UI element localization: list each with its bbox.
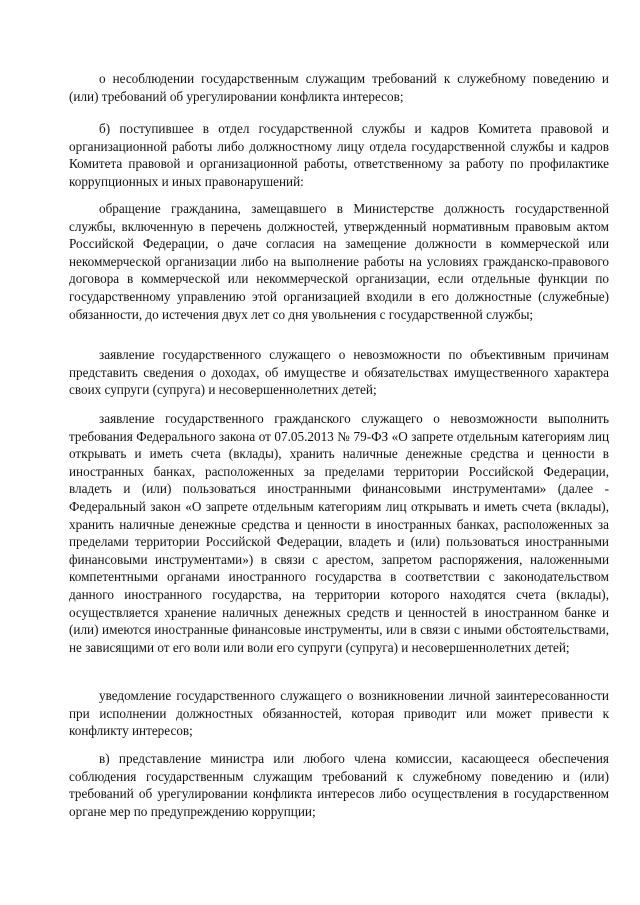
paragraph-income-statement: заявление государственного служащего о невозможности по объективным причинам представить сведения о доходах, об имуществе и обязательствах имущественного характера своих супруги (супруга) и несовершеннолетних детей; bbox=[69, 347, 609, 398]
paragraph-personal-interest-notice: уведомление государственного служащего о возникновении личной заинтересованности при исполнении должностных обязанностей, которая приводит или может привести к конфликту интересов; bbox=[69, 688, 609, 739]
paragraph-v-minister-submission: в) представление министра или любого члена комиссии, касающееся обеспечения соблюдения государственным служащим требований к служебному поведению и (или) требований об урегулировании конфликта интересов либо осуществления в государственном органе мер по предупреждению коррупции; bbox=[69, 751, 609, 819]
paragraph-federal-law-79: заявление государственного гражданского служащего о невозможности выполнить требования Федерального закона от 07.05.2013 № 79-ФЗ «О запрете отдельным категориям лиц открывать и иметь счета (вклады), хранить наличные денежные средства и ценности в иностранных банках, расположенных за пределами территории Российской Федерации, владеть и (или) пользоваться иностранными финансовыми инструментами» (далее - Федеральный закон «О запрете отдельным категориям лиц открывать и иметь счета (вклады), хранить наличные денежные средства и ценности в иностранных банках, расположенных за пределами территории Российской Федерации, владеть и (или) пользоваться иностранными финансовыми инструментами») в связи с арестом, запретом распоряжения, наложенными компетентными органами иностранного государства в соответствии с законодательством данного иностранного государства, на территории которого находятся счета (вклады), осуществляется хранение наличных денежных средств и ценностей в иностранном банке и (или) имеются иностранные финансовые инструменты, или в связи с иными обстоятельствами, не зависящими от его воли или воли его супруги (супруга) и несовершеннолетних детей; bbox=[69, 411, 609, 655]
paragraph-conflict-of-interest: о несоблюдении государственным служащим требований к служебному поведению и (или) требований об урегулировании конфликта интересов; bbox=[69, 71, 609, 104]
paragraph-citizen-appeal: обращение гражданина, замещавшего в Министерстве должность государственной службы, включенную в перечень должностей, утвержденный нормативным правовым актом Российской Федерации, о даче согласия на замещение должности в коммерческой или некоммерческой организации либо на выполнение работы на условиях гражданско-правового договора в коммерческой или некоммерческой организации, если отдельные функции по государственному управлению этой организацией входили в его должностные (служебные) обязанности, до истечения двух лет со дня увольнения с государственной службы; bbox=[69, 201, 609, 322]
paragraph-b-received-items: б) поступившее в отдел государственной службы и кадров Комитета правовой и организационной работы либо должностному лицу отдела государственной службы и кадров Комитета правовой и организационной работы, ответственному за работу по профилактике коррупционных и иных правонарушений: bbox=[69, 121, 609, 189]
